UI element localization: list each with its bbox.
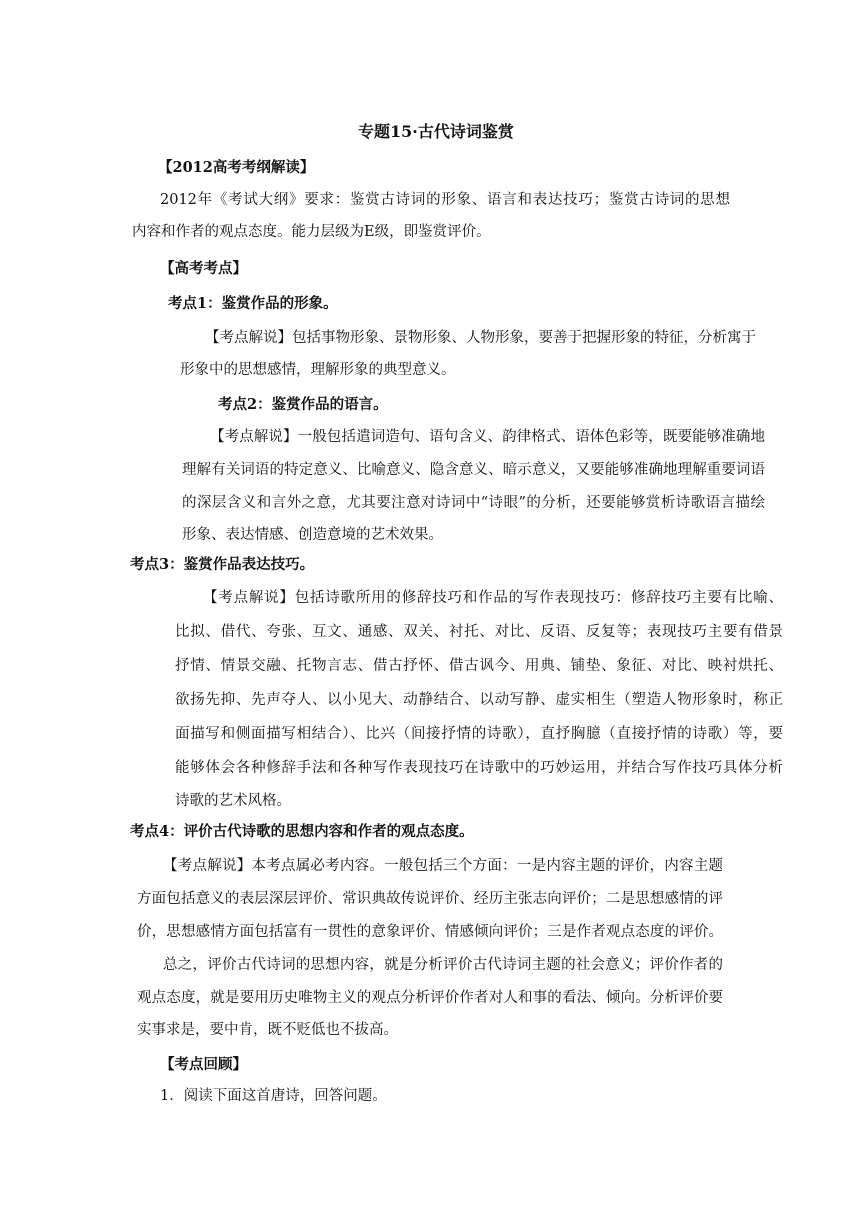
point3-line-7: 诗歌的艺术风格。 xyxy=(175,793,291,809)
point4-line-6: 实事求是，要中肯，既不贬低也不拔高。 xyxy=(137,1022,398,1038)
point2-line-4: 形象、表达情感、创造意境的艺术效果。 xyxy=(182,527,443,543)
syllabus-heading: 【2012高考考纲解读】 xyxy=(158,159,315,176)
point1-line-2: 形象中的思想感情，理解形象的典型意义。 xyxy=(180,362,456,378)
point4-line-2: 方面包括意义的表层深层评价、常识典故传说评价、经历主张志向评价；二是思想感情的评 xyxy=(137,891,723,907)
point3-line-6: 能够体会各种修辞手法和各种写作表现技巧在诗歌中的巧妙运用，并结合写作技巧具体分析 xyxy=(175,760,783,776)
point3-line-1: 【考点解说】包括诗歌所用的修辞技巧和作品的写作表现技巧：修辞技巧主要有比喻、 xyxy=(203,590,783,606)
document-title: 专题15·古代诗词鉴赏 xyxy=(358,122,514,141)
syllabus-line-1: 2012年《考试大纲》要求：鉴赏古诗词的形象、语言和表达技巧；鉴赏古诗词的思想 xyxy=(160,192,730,208)
review-line-1: 1．阅读下面这首唐诗，回答问题。 xyxy=(160,1088,387,1104)
point3-heading: 考点3：鉴赏作品表达技巧。 xyxy=(130,556,315,573)
point3-line-2: 比拟、借代、夸张、互文、通感、双关、衬托、对比、反语、反复等；表现技巧主要有借景 xyxy=(175,624,783,640)
point3-line-3: 抒情、情景交融、托物言志、借古抒怀、借古讽今、用典、铺垫、象征、对比、映衬烘托、 xyxy=(175,658,783,674)
point1-heading: 考点1：鉴赏作品的形象。 xyxy=(168,295,338,312)
points-heading: 【高考考点】 xyxy=(160,260,247,277)
point4-line-5: 观点态度，就是要用历史唯物主义的观点分析评价作者对人和事的看法、倾向。分析评价要 xyxy=(137,990,723,1006)
point1-line-1: 【考点解说】包括事物形象、景物形象、人物形象，要善于把握形象的特征，分析寓于 xyxy=(205,330,756,346)
point2-heading: 考点2：鉴赏作品的语言。 xyxy=(218,396,388,413)
point4-line-4: 总之，评价古代诗词的思想内容，就是分析评价古代诗词主题的社会意义；评价作者的 xyxy=(163,957,723,973)
point3-line-5: 面描写和侧面描写相结合）、比兴（间接抒情的诗歌），直抒胸臆（直接抒情的诗歌）等，要 xyxy=(175,726,783,742)
point2-line-2: 理解有关词语的特定意义、比喻意义、隐含意义、暗示意义，又要能够准确地理解重要词语 xyxy=(182,462,765,478)
point2-line-1: 【考点解说】一般包括遣词造句、语句含义、韵律格式、语体色彩等，既要能够准确地 xyxy=(210,429,765,445)
point3-line-4: 欲扬先抑、先声夺人、以小见大、动静结合、以动写静、虚实相生（塑造人物形象时，称正 xyxy=(175,692,783,708)
point4-heading: 考点4：评价古代诗歌的思想内容和作者的观点态度。 xyxy=(130,823,474,840)
syllabus-line-2: 内容和作者的观点态度。能力层级为E级，即鉴赏评价。 xyxy=(132,224,491,240)
review-heading: 【考点回顾】 xyxy=(160,1056,247,1073)
point2-line-3: 的深层含义和言外之意，尤其要注意对诗词中“诗眼”的分析，还要能够赏析诗歌语言描绘 xyxy=(182,495,765,511)
point4-line-1: 【考点解说】本考点属必考内容。一般包括三个方面：一是内容主题的评价，内容主题 xyxy=(163,858,723,874)
point4-line-3: 价，思想感情方面包括富有一贯性的意象评价、情感倾向评价；三是作者观点态度的评价。 xyxy=(137,924,723,940)
